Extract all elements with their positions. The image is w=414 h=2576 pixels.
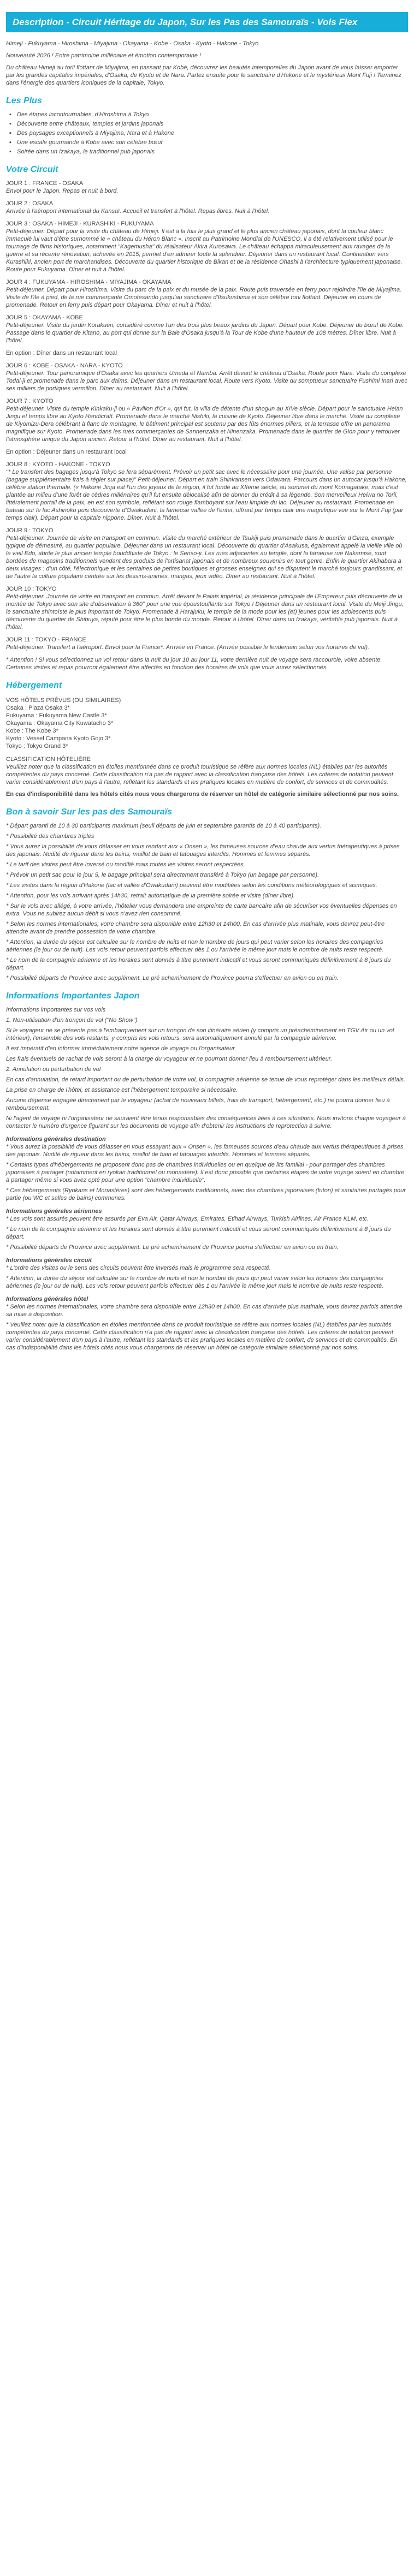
circuit-note: * Attention ! Si vous sélectionnez un vol retour dans la nuit du jour 10 au jour 11, votre dernière nuit de voyage sera raccourcie, voire absente. Certaines visites et repas pourront également être affectés en fonction des horaires de vols que vous aurez sélectionnés.: [6, 657, 382, 671]
general-list: [6, 1143, 408, 1202]
circuit-info-item: * Attention, la durée du séjour est calculée sur le nombre de nuits et non le nombre de jours qui peut varier selon les horaires des compagnies aériennes (le jour ou de nuit). Les vols retour peuvent parfois effectuer dès 1 ou l'arrivée le même jour mais le nombre de nuits reste respecté.: [6, 1275, 384, 1289]
circuit-info-list: [6, 1264, 408, 1290]
info-item: 1. Non-utilisation d'un tronçon de vol ("No Show"): [6, 1017, 138, 1024]
day-block: [6, 362, 408, 392]
airline-list: [6, 1215, 408, 1251]
day-block: [6, 200, 408, 215]
plus-item: ▪ Des étapes incontournables, d'Hiroshima à Tokyo: [17, 111, 408, 118]
day-block: [6, 220, 408, 273]
bon-item: * Selon les normes internationales, votre chambre sera disponible entre 12h30 et 14h00. En cas d'arrivée plus matinale, vous devrez peut-être attendre avant de prendre possession de votre chambre.: [6, 921, 385, 935]
bon-item: * Possibilité des chambres triples: [6, 833, 94, 840]
classification-heading: CLASSIFICATION HÔTELIÈRE: [6, 756, 91, 763]
day-title: JOUR 10 : TOKYO: [6, 586, 57, 592]
day-title: JOUR 11 : TOKYO - FRANCE: [6, 636, 86, 643]
day-title: JOUR 9 : TOKYO: [6, 527, 54, 534]
info-item: Informations importantes sur vos vols: [6, 1007, 106, 1013]
page-title: Description - Circuit Héritage du Japon, Sur les Pas des Samouraïs - Vols Flex: [6, 12, 408, 32]
hotels-subheading: VOS HÔTELS PRÉVUS (OU SIMILAIRES): [6, 697, 121, 704]
bon-item: * Sur le vols avec allégé, à votre arrivée, l'hôtelier vous demandera une empreinte de carte bancaire afin de sécuriser vos éventuelles dépenses en extra. Vous ne subirez aucun débit si vous n'avez rien consommé.: [6, 903, 397, 917]
general-item: * Ces hébergements (Ryokans et Monastères) sont des hébergements traditionnels, avec des chambres japonaises (futon) et sanitaires partagés pour partie (ou WC et salles de bains) communes.: [6, 1187, 406, 1201]
day-title: JOUR 6 : KOBE - OSAKA - NARA - KYOTO: [6, 362, 123, 369]
bon-item: * Le nom de la compagnie aérienne et les horaires sont donnés à titre purement indicatif et vous seront communiqués définitivement à 8 jours du départ.: [6, 957, 391, 971]
plus-item: ▪ Soirée dans un Izakaya, le traditionnel pub japonais: [17, 148, 408, 156]
hotel-info-item: * Selon les normes internationales, votre chambre sera disponible entre 12h30 et 14h00. En cas d'arrivée plus matinale, vous devrez parfois attendre sa mise à disposition.: [6, 1304, 403, 1318]
option-block: [6, 349, 408, 357]
hotel-info-heading: Informations générales hôtel: [6, 1296, 88, 1302]
route-line: Himeji - Fukuyama - Hiroshima - Miyajima - Okayama - Kobe - Osaka - Kyoto - Hakone - Tokyo: [6, 40, 259, 47]
bon-item: * Prévoir un petit sac pour le jour 5, le bagage principal sera directement transféré à Tokyo (un bagage par personne).: [6, 872, 320, 878]
day-block: [6, 397, 408, 443]
hotel-item: Kobe : The Kobe 3*: [6, 728, 58, 734]
circuit-days: [6, 180, 408, 651]
hotel-info-item: * Veuillez noter que la classification en étoiles mentionnée dans ce produit touristique se réfère aux normes locales (NL) établies par les autorités compétentes du pays concerné. Cette classification n'a pas de rapport avec la classification française des hôtels. Les critères de notation peuvent varier considérablement d'un pays à l'autre, reflétant les standards et les pratiques locales en matière de confort, de services et de commodités. En cas d'indisponibilité dans les hôtels cités nous vous chargerons de réserver un hôtel de catégorie similaire sélectionné par nos soins.: [6, 1322, 398, 1351]
hotel-info-list: [6, 1303, 408, 1352]
day-text: "* Le transfert des bagages jusqu'à Tokyo se fera séparément. Prévoir un petit sac avec le nécessaire pour une journée. Une valise par personne (bagage supplémentaire frais à régler sur place)" Petit-déjeuner. Départ en train Shinkansen vers Odawara. Parcours dans un autocar jusqu'à Hakone, célèbre station thermale. (« Hakone Jinja est l'un des joyaux de la région, il fut fondé au XIIème siècle, au sommet du mont Komagatake, mais c'est plantée au milieu d'une forêt de cèdres millénaires qu'il fut ensuite délocalisé afin de donner du crédit à sa légende. Son merveilleux Heiwa no Torii, littéralement portail de la paix, en est son symbole, reflétant son rouge flamboyant sur l'eau limpide du lac. Déjeuner au restaurant. Promenade en bateau sur le lac Ashinoko puis découverte d'Owakudani, la fameuse vallée de l'enfer, offrant par temps clair une magnifique vue sur le Mont Fuji (par temps clair). Départ pour la capitale nippone. Dîner. Nuit à l'hôtel.: [6, 469, 407, 521]
day-title: JOUR 7 : KYOTO: [6, 398, 54, 404]
info-item: La prise en charge de l'hôtel, et assistance est l'hébergement temporaire si nécessaire.: [6, 1087, 238, 1093]
airline-item: * Possibilité départs de Province avec supplément. Le pré acheminement de Province pourra s'effectuer en avion ou en train.: [6, 1244, 339, 1251]
classification-bold: En cas d'indisponibilité dans les hôtels cités nous vous chargerons de réserver un hôtel de catégorie similaire sélectionné par nos soins.: [6, 791, 399, 798]
hotel-item: Kyoto : Vessel Campana Kyoto Gojo 3*: [6, 735, 111, 742]
intro-description: Du château Himeji au torii flottant de Miyajima, en passant par Kobé, découvrez les beautés intemporelles du Japon avant de vous laisser emporter par les grandes capitales impériales, d'Osaka, de Kyoto et de Nara. Partez ensuite pour le sanctuaire d'Hakone et le mystérieux Mont Fuji ! Terminez dans l'énergie des quartiers iconiques de la capitale, Tokyo.: [6, 64, 402, 86]
day-title: JOUR 4 : FUKUYAMA - HIROSHIMA - MIYAJIMA - OKAYAMA: [6, 279, 171, 285]
day-text: Petit-déjeuner. Visite du temple Kinkaku-ji ou « Pavillon d'Or », qui fut, la villa de détente d'un shogun au XIVe siècle. Départ pour le sanctuaire Heian Jingu et temps libre au Kyoto Handicraft. Promenade dans le marché Nishiki, la cuisine de Kyoto. Déjeuner libre dans le marché. Visite du complexe de Kiyomizu-Dera célébrant à flanc de montagne, le bâtiment principal est soutenu par des fûts énormes piliers, et la terrasse offre un panorama magnifique sur Kyoto. Promenade dans les rues commerçantes de Sannenzaka et Ninenzaka. Promenade dans le quartier de Gion pour y retrouver l'atmosphère unique du Japon ancien. Retour à l'hôtel. Dîner au restaurant. Nuit à l'hôtel.: [6, 406, 403, 443]
day-text: Petit-déjeuner. Visite du jardin Korakuen, considéré comme l'un des trois plus beaux jardins du Japon. Départ pour Kobe. Déjeuner du bœuf de Kobe. Passage dans le quartier de Kitano, au port qui donne sur la Baie d'Osaka jusqu'à la Tour de Kobe d'une hauteur de 108 mètres. Dîner libre. Nuit à l'hôtel.: [6, 322, 404, 344]
hotel-item: Osaka : Plaza Osaka 3*: [6, 705, 70, 711]
day-title: JOUR 3 : OSAKA - HIMEJI - KURASHIKI - FUKUYAMA: [6, 221, 154, 227]
new-line: Nouveauté 2026 ! Entre patrimoine millénaire et émotion contemporaine !: [6, 52, 202, 59]
bon-item: * Possibilité départs de Province avec supplément. Le pré acheminement de Province pourra s'effectuer en avion ou en train.: [6, 975, 339, 981]
infos-list: [6, 1006, 408, 1130]
day-block: [6, 314, 408, 344]
plus-item: ▪ Découverte entre châteaux, temples et jardins japonais: [17, 120, 408, 128]
day-block: [6, 636, 408, 651]
info-item: 2. Annulation ou perturbation de vol: [6, 1066, 101, 1073]
hotel-item: Tokyo : Tokyo Grand 3*: [6, 743, 68, 749]
plus-item: ▪ Des paysages exceptionnels à Miyajima, Nara et à Hakone: [17, 129, 408, 137]
page: [0, 12, 414, 1365]
day-block: [6, 180, 408, 195]
day-text: Petit-déjeuner. Départ pour la visite du château de Himeji. Il est à la fois le plus grand et le plus ancien château japonais, dont la couleur blanc immaculé lui vaut d'être surnommé le « château du Héron Blanc ». Inscrit au Patrimoine Mondial de l'UNESCO, il a été relativement utilisé pour le tournage de films historiques, notamment "Kagemusha" du réalisateur Akira Kurosawa. Le château échappa miraculeusement aux ravages de la guerre et sa récente rénovation, achevée en 2015, permet d'en admirer toute la splendeur. Déjeuner dans un restaurant local. Continuation vers Kurashiki, ancien port de marchandises. Découverte du quartier historique de Bikan et de la résidence Ohashi à l'architecture typiquement japonaise. Route pour Fukuyama. Dîner et nuit à l'hôtel.: [6, 228, 403, 273]
day-text: Petit-déjeuner. Départ pour Hiroshima. Visite du parc de la paix et du musée de la paix. Route puis traversée en ferry pour rejoindre l'île de Miyajima. Visite de l'île à pied, de la rue commerçante Omotesando jusqu'au sanctuaire d'Itsukushima et son célèbre torii flottant. Déjeuner en cours de promenade. Retour en ferry puis départ pour Okayama. Dîner et nuit à l'hôtel.: [6, 287, 402, 308]
day-text: Arrivée à l'aéroport international du Kansaï. Accueil et transfert à l'hôtel. Repas libres. Nuit à l'hôtel.: [6, 208, 270, 215]
day-text: Petit-déjeuner. Journée de visite en transport en commun. Arrêt devant le Palais impérial, la résidence principale de l'Empereur puis découverte de la montée de Tokyo avec son site d'observation à 360° pour une vue époustouflante sur Tokyo ! Déjeuner dans un restaurant local. Visite du Meiji Jingu, le sanctuaire shintoïste le plus important de Tokyo. Promenade à Harajuku, le temple de la mode pour les (et) jeunes pour les adolescents puis découverte du quartier de Shibuya, réputé pour être le plus bondé du monde. Retour à l'hôtel. Dîner dans un Izakaya, véritable pub japonais. Nuit à l'hôtel.: [6, 593, 404, 630]
hotel-item: Okayama : Okayama City Kuwatacho 3*: [6, 720, 114, 727]
airline-item: * Les vols sont assurés peuvent être assurés par Eva Air, Qatar Airways, Emirates, Etihad Airways, Turkish Airlines, Air France KLM, etc.: [6, 1216, 369, 1222]
info-item: Si le voyageur ne se présente pas à l'embarquement sur un tronçon de son itinéraire aérien (y compris un préacheminement en TGV Air ou un vol intérieur), l'ensemble des vols restants, y compris les vols retours, sera automatiquement annulé par la compagnie aérienne.: [6, 1027, 394, 1042]
bon-list: [6, 822, 408, 982]
bon-item: * Départ garanti de 10 à 30 participants maximum (seuil départs de juin et septembre garantis de 10 à 40 participants).: [6, 823, 322, 829]
plus-list: [6, 111, 408, 156]
airline-heading: Informations générales aériennes: [6, 1208, 102, 1215]
day-block: [6, 278, 408, 309]
info-item: Ni l'agent de voyage ni l'organisateur ne sauraient être tenus responsables des conséquences liées à ces situations. Nous invitons chaque voyageur à contacter le numéro d'urgence figurant sur les documents de voyage afin d'obtenir les instructions de reprotection à suivre.: [6, 1115, 406, 1129]
circuit-info-item: * L'ordre des visites ou le sens des circuits peuvent être inversés mais le programme sera respecté.: [6, 1265, 271, 1271]
classification-text: Veuillez noter que la classification en étoiles mentionnée dans ce produit touristique se réfère aux normes locales (NL) établies par les autorités compétentes du pays concerné. Cette classification n'a pas de rapport avec la classification française des hôtels. Les critères de notation peuvent varier considérablement d'un pays à l'autre, reflétant les standards et les pratiques locales en matière de confort, de services et de commodités.: [6, 764, 393, 786]
option-text: En option : Dîner dans un restaurant local: [6, 350, 117, 356]
info-item: Il est impératif d'en informer immédiatement notre agence de voyage ou l'organisateur.: [6, 1045, 236, 1052]
plus-item: ▪ Une escale gourmande à Kobe avec son célèbre bœuf: [17, 139, 408, 146]
circuit-heading: Votre Circuit: [6, 165, 58, 174]
bon-item: * Le tarif des visites peut être inversé ou modifié mais toutes les visites seront respectées.: [6, 861, 245, 868]
general-item: * Vous aurez la possibilité de vous délasser en vous essayant aux « Onsen », les fameuses sources d'eau chaude aux vertus thérapeutiques à prises des japonais. Nudité de rigueur dans les bains, maillot de bain et tatouages interdits. Hommes et femmes séparés.: [6, 1144, 404, 1158]
bon-heading: Bon à savoir Sur les pas des Samouraïs: [6, 807, 173, 817]
bon-item: * Attention, la durée du séjour est calculée sur le nombre de nuits et non le nombre de jours qui peut varier selon les horaires des compagnies aériennes (le jour ou de nuit). Les vols retour peuvent parfois effectuer dès 1 ou l'arrivée le même jour mais le nombre de nuits reste respecté.: [6, 939, 384, 953]
option-block: [6, 448, 408, 456]
day-block: [6, 527, 408, 580]
day-text: Petit-déjeuner. Tour panoramique d'Osaka avec les quartiers Umeda et Namba. Arrêt devant le château d'Osaka. Route pour Nara. Visite du complexe Todai-ji et promenade dans le parc aux daims. Déjeuner dans un restaurant local. Route vers Kyoto. Visite du somptueux sanctuaire Fushimi Inari avec ses milliers de portiques vermillon. Dîner au restaurant. Nuit à l'hôtel.: [6, 370, 407, 392]
plus-heading: Les Plus: [6, 96, 42, 105]
day-text: Petit-déjeuner. Journée de visite en transport en commun. Visite du marché extérieur de Tsukiji puis promenade dans le quartier d'Ginza, exemple typique de démesuré, au quartier populaire. Déjeuner dans un restaurant local. Découverte du quartier d'Asakusa, également appelé la vieille ville où le vieil Edo, abrite le plus ancien temple bouddhiste de Tokyo : le Senso-ji. Les rues adjacentes au temple, dont la fameuse rue Nakamise, sont bordées de magasins traditionnels vendant des produits de l'artisanat japonais et de nombreux souvenirs en tout genre. Enfin le quartier Akihabara a deux visages : d'un côté, l'électronique et les centaines de petites boutiques et grosses enseignes qui se disputent le marché toujours grandissant, et de l'autre la culture populaire centrée sur les dessins-animés, mangas, jeux vidéo. Dîner au restaurant. Nuit à l'hôtel.: [6, 535, 403, 580]
info-item: Aucune dépense engagée directement par le voyageur (achat de nouveaux billets, frais de transport, hébergement, etc.) ne pourra donner lieu à remboursement.: [6, 1097, 390, 1111]
hotel-item: Fukuyama : Fukuyama New Castle 3*: [6, 712, 107, 719]
infos-heading: Informations Importantes Japon: [6, 991, 140, 1001]
circuit-info-heading: Informations générales circuit: [6, 1257, 92, 1264]
day-title: JOUR 5 : OKAYAMA - KOBE: [6, 314, 83, 321]
info-item: Les frais éventuels de rachat de vols seront à la charge du voyageur et ne pourront donner lieu à remboursement ultérieur.: [6, 1056, 332, 1062]
bon-item: * Les visites dans la région d'Hakone (lac et vallée d'Owakudani) peuvent être modifiées selon les conditions météorologiques et sismiques.: [6, 882, 377, 889]
general-heading: Informations générales destination: [6, 1136, 106, 1143]
info-item: En cas d'annulation, de retard important ou de perturbation de votre vol, la compagnie aérienne se tenue de vous reprotéger dans les meilleurs délais.: [6, 1076, 405, 1083]
airline-item: * Le nom de la compagnie aérienne et les horaires sont donnés à titre purement indicatif et vous seront communiqués définitivement à 8 jours du départ.: [6, 1226, 391, 1240]
day-text: Envol pour le Japon. Repas et nuit à bord.: [6, 188, 119, 194]
bon-item: * Attention, pour les vols arrivant après 14h30, retrait automatique de la première soirée et visite (dîner libre).: [6, 893, 295, 899]
day-title: JOUR 2 : OSAKA: [6, 200, 54, 207]
option-text: En option : Déjeuner dans un restaurant local: [6, 449, 127, 455]
day-block: [6, 461, 408, 522]
bon-item: * Vous aurez la possibilité de vous délasser en vous rendant aux « Onsen », les fameuses sources d'eau chaude aux vertus thérapeutiques à prises des japonais. Nudité de rigueur dans les bains, maillot de bain et tatouages interdits. Hommes et femmes séparés.: [6, 843, 400, 858]
day-title: JOUR 1 : FRANCE - OSAKA: [6, 180, 84, 187]
day-block: [6, 585, 408, 631]
day-title: JOUR 8 : KYOTO - HAKONE - TOKYO: [6, 461, 110, 468]
hotel-list: [6, 704, 408, 750]
hebergement-heading: Hébergement: [6, 681, 62, 690]
general-item: * Certains types d'hébergements ne proposent donc pas de chambres individuelles ou en quelque de lits familial - pour partager des chambres japonaises à partager (notamment en ryokan traditionnel ou monastère). Il est donc possible que certaines étapes de votre voyage soient en chambre à partager même si vous avez opté pour une option "chambre individuelle".: [6, 1162, 405, 1183]
day-text: Petit-déjeuner. Transfert à l'aéroport. Envol pour la France*. Arrivée en France. (Arrivée possible le lendemain selon vos horaires de vol).: [6, 644, 370, 651]
